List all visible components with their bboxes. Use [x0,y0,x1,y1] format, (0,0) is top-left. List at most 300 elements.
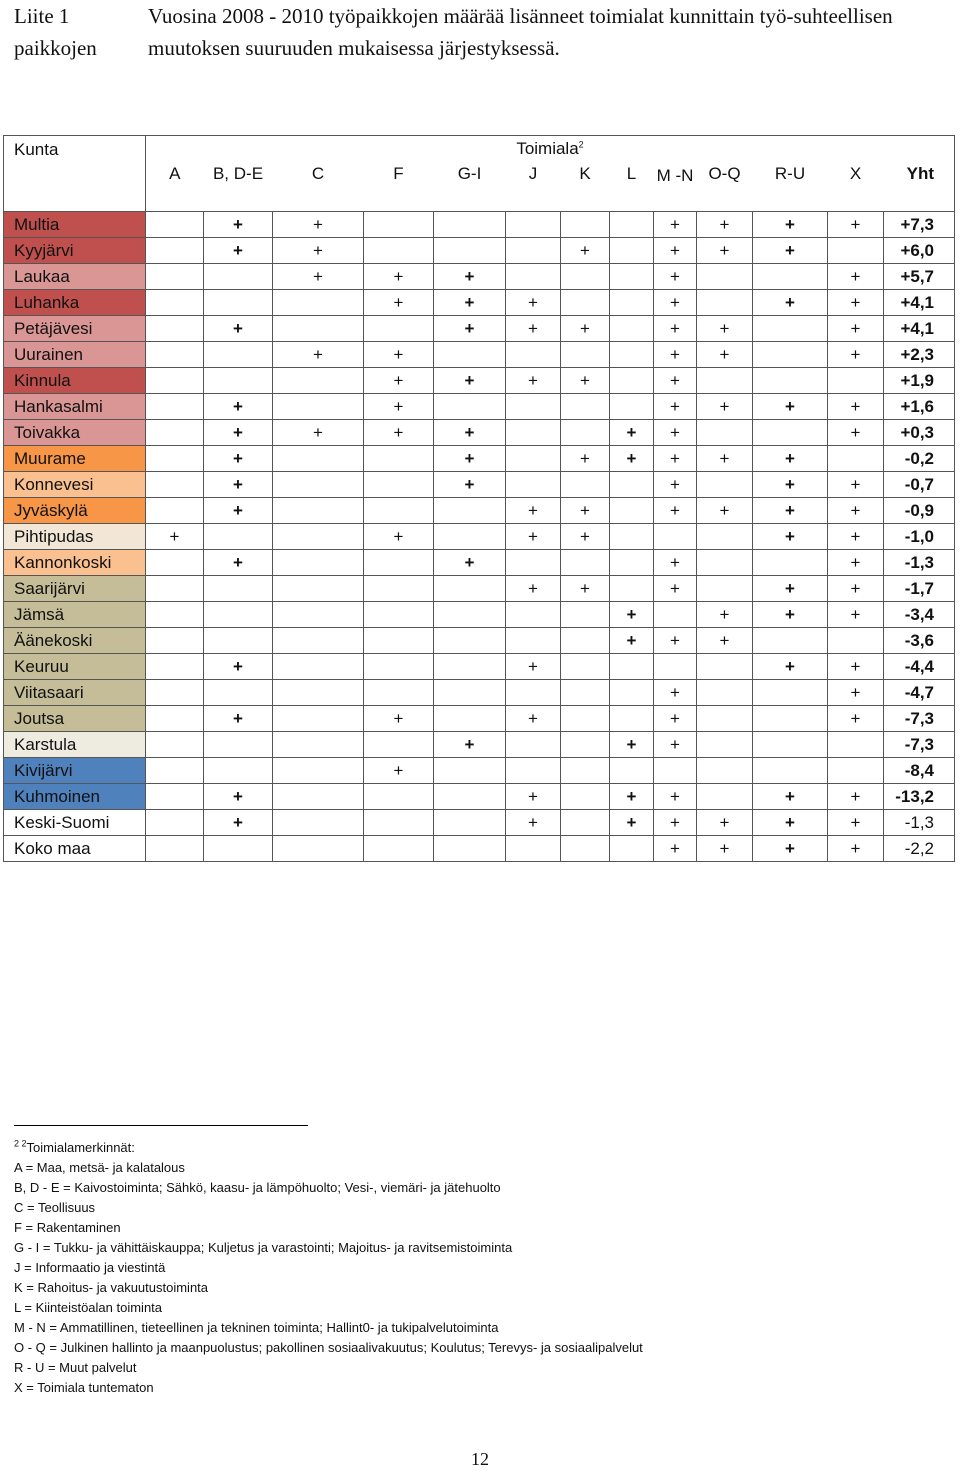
plus-cell: + [828,836,884,862]
plus-cell: + [654,238,697,264]
plus-cell [561,628,610,654]
plus-cell [146,836,204,862]
plus-cell: + [654,706,697,732]
plus-cell [146,498,204,524]
column-header: C [273,162,364,212]
plus-cell [753,316,828,342]
table-row [4,368,955,394]
plus-cell [610,498,654,524]
plus-cell: + [506,316,561,342]
plus-cell: + [697,394,753,420]
plus-cell: + [828,472,884,498]
plus-cell [753,706,828,732]
plus-cell: + [654,394,697,420]
kunta-cell: Saarijärvi [4,576,146,602]
plus-cell [434,576,506,602]
plus-cell: + [654,342,697,368]
plus-cell: + [697,602,753,628]
plus-cell [364,316,434,342]
plus-cell: + [561,498,610,524]
plus-cell [561,472,610,498]
plus-cell [561,420,610,446]
plus-cell [610,394,654,420]
plus-cell [434,602,506,628]
plus-cell [506,472,561,498]
table-row [4,602,955,628]
total-cell: +7,3 [884,212,955,238]
column-header: J [506,162,561,212]
kunta-cell: Kinnula [4,368,146,394]
column-header: L [610,162,654,212]
plus-cell [753,628,828,654]
total-cell: +1,6 [884,394,955,420]
plus-cell: + [654,420,697,446]
plus-cell: + [204,212,273,238]
plus-cell: + [273,212,364,238]
plus-cell: + [654,836,697,862]
plus-cell [697,420,753,446]
plus-cell: + [828,420,884,446]
plus-cell [434,394,506,420]
plus-cell [273,576,364,602]
plus-cell [697,758,753,784]
plus-cell: + [434,472,506,498]
footnote-line: K = Rahoitus- ja vakuutustoiminta [14,1280,209,1295]
plus-cell: + [753,290,828,316]
plus-cell [434,836,506,862]
total-cell: +2,3 [884,342,955,368]
total-cell: +0,3 [884,420,955,446]
plus-cell: + [654,472,697,498]
footnotes [14,1138,643,1398]
plus-cell [561,264,610,290]
plus-cell: + [753,212,828,238]
plus-cell: + [828,342,884,368]
plus-cell [273,628,364,654]
plus-cell: + [204,446,273,472]
plus-cell: + [364,290,434,316]
plus-cell: + [828,264,884,290]
plus-cell [364,576,434,602]
plus-cell [610,342,654,368]
plus-cell [506,212,561,238]
plus-cell [561,342,610,368]
plus-cell: + [506,654,561,680]
plus-cell: + [434,732,506,758]
plus-cell [273,550,364,576]
plus-cell: + [753,602,828,628]
kunta-cell: Jämsä [4,602,146,628]
plus-cell [364,836,434,862]
footnote-line: C = Teollisuus [14,1200,96,1215]
plus-cell [364,602,434,628]
plus-cell: + [753,810,828,836]
plus-cell [204,628,273,654]
plus-cell [610,238,654,264]
kunta-cell: Karstula [4,732,146,758]
plus-cell [610,706,654,732]
table-row [4,238,955,264]
plus-cell [561,810,610,836]
plus-cell: + [753,238,828,264]
kunta-cell: Muurame [4,446,146,472]
plus-cell [146,706,204,732]
plus-cell [753,732,828,758]
plus-cell [753,264,828,290]
kunta-cell: Joutsa [4,706,146,732]
plus-cell [204,602,273,628]
kunta-cell: Keski-Suomi [4,810,146,836]
plus-cell [828,758,884,784]
plus-cell: + [434,550,506,576]
plus-cell [561,394,610,420]
total-cell: -4,4 [884,654,955,680]
table-row [4,576,955,602]
plus-cell [610,680,654,706]
table-row [4,472,955,498]
plus-cell: + [610,732,654,758]
plus-cell [506,758,561,784]
plus-cell [610,368,654,394]
total-cell: -1,7 [884,576,955,602]
total-cell: -8,4 [884,758,955,784]
page-number: 12 [471,1449,489,1469]
column-header: K [561,162,610,212]
plus-cell [610,524,654,550]
plus-cell: + [828,680,884,706]
page-title: Vuosina 2008 - 2010 työpaikkojen määrää lisänneet toimialat kunnittain työ-suhteellisen muutoksen suuruuden mukaisessa järjestyksessä. [148,4,893,60]
table-row [4,706,955,732]
kunta-cell: Jyväskylä [4,498,146,524]
plus-cell: + [697,316,753,342]
footnote-line: M - N = Ammatillinen, tieteellinen ja tekninen toiminta; Hallint0- ja tukipalvelutoiminta [14,1320,499,1335]
plus-cell [434,498,506,524]
plus-cell: + [506,706,561,732]
table-row [4,342,955,368]
plus-cell: + [204,706,273,732]
plus-cell [273,784,364,810]
footnote-line: O - Q = Julkinen hallinto ja maanpuolustus; pakollinen sosiaalivakuutus; Koulutus; Terevys- ja sosiaalipalvelut [14,1340,643,1355]
plus-cell [753,680,828,706]
total-cell: -3,6 [884,628,955,654]
total-cell: -0,2 [884,446,955,472]
plus-cell [364,732,434,758]
column-header: R-U [753,162,828,212]
plus-cell [506,732,561,758]
plus-cell [697,368,753,394]
kunta-cell: Äänekoski [4,628,146,654]
footnote-title-line [14,1138,643,1158]
plus-cell [506,264,561,290]
plus-cell [146,446,204,472]
plus-cell [273,498,364,524]
plus-cell [610,576,654,602]
kunta-cell: Toivakka [4,420,146,446]
plus-cell [273,316,364,342]
plus-cell: + [364,758,434,784]
plus-cell [561,654,610,680]
plus-cell [204,732,273,758]
column-header: Yht [884,162,955,212]
plus-cell: + [506,524,561,550]
kunta-cell: Petäjävesi [4,316,146,342]
plus-cell: + [561,576,610,602]
plus-cell: + [654,212,697,238]
plus-cell: + [654,368,697,394]
plus-cell: + [697,238,753,264]
plus-cell [204,342,273,368]
kunta-cell: Viitasaari [4,680,146,706]
plus-cell: + [561,446,610,472]
table-row [4,680,955,706]
footnote-separator [14,1125,308,1126]
plus-cell [506,238,561,264]
plus-cell [506,680,561,706]
plus-cell [828,732,884,758]
plus-cell: + [506,576,561,602]
table-row [4,446,955,472]
plus-cell [146,394,204,420]
plus-cell: + [828,498,884,524]
total-cell: -0,9 [884,498,955,524]
kunta-cell: Hankasalmi [4,394,146,420]
kunta-cell: Kyyjärvi [4,238,146,264]
plus-cell [273,446,364,472]
plus-cell [364,446,434,472]
plus-cell [753,758,828,784]
plus-cell [146,368,204,394]
plus-cell [146,680,204,706]
plus-cell: + [434,420,506,446]
plus-cell [273,654,364,680]
table-row [4,550,955,576]
plus-cell: + [610,446,654,472]
plus-cell [146,264,204,290]
plus-cell: + [697,498,753,524]
plus-cell: + [828,316,884,342]
plus-cell [828,628,884,654]
total-cell: +6,0 [884,238,955,264]
plus-cell [273,524,364,550]
plus-cell [610,316,654,342]
toimiala-footnote-ref: 2 [578,139,584,150]
plus-cell: + [753,498,828,524]
plus-cell [364,498,434,524]
toimiala-header [146,136,955,162]
plus-cell: + [434,264,506,290]
plus-cell [697,290,753,316]
plus-cell [146,654,204,680]
plus-cell [146,316,204,342]
plus-cell [654,758,697,784]
kunta-header: Kunta [4,136,146,212]
plus-cell: + [506,498,561,524]
footnote-line: J = Informaatio ja viestintä [14,1260,166,1275]
plus-cell: + [364,368,434,394]
table-row [4,264,955,290]
plus-cell: + [610,810,654,836]
plus-cell [273,732,364,758]
plus-cell: + [828,524,884,550]
plus-cell [364,550,434,576]
table-row [4,316,955,342]
plus-cell [434,758,506,784]
plus-cell: + [654,446,697,472]
plus-cell [364,212,434,238]
plus-cell: + [434,290,506,316]
plus-cell [146,342,204,368]
plus-cell: + [273,238,364,264]
plus-cell [273,758,364,784]
plus-cell [561,758,610,784]
plus-cell [146,758,204,784]
plus-cell [146,576,204,602]
plus-cell [434,212,506,238]
total-cell: -1,3 [884,550,955,576]
plus-cell [146,550,204,576]
plus-cell: + [654,264,697,290]
appendix-label: Liite 1 paikkojen [14,4,97,60]
plus-cell: + [434,446,506,472]
total-cell: -3,4 [884,602,955,628]
plus-cell [828,368,884,394]
table-row [4,628,955,654]
plus-cell: + [828,602,884,628]
total-cell: +4,1 [884,316,955,342]
kunta-cell: Konnevesi [4,472,146,498]
footnote-line: A = Maa, metsä- ja kalatalous [14,1160,185,1175]
plus-cell [506,550,561,576]
plus-cell: + [697,212,753,238]
plus-cell: + [561,316,610,342]
plus-cell [753,550,828,576]
plus-cell [506,420,561,446]
column-header: X [828,162,884,212]
total-cell: +5,7 [884,264,955,290]
column-header: A [146,162,204,212]
plus-cell [273,602,364,628]
footnote-marker: 2 2 [14,1138,27,1149]
plus-cell [561,784,610,810]
plus-cell [610,836,654,862]
plus-cell: + [610,784,654,810]
plus-cell: + [654,628,697,654]
kunta-cell: Uurainen [4,342,146,368]
kunta-cell: Pihtipudas [4,524,146,550]
plus-cell [146,628,204,654]
plus-cell: + [434,368,506,394]
plus-cell [364,654,434,680]
plus-cell: + [204,420,273,446]
plus-cell [146,472,204,498]
plus-cell [204,264,273,290]
plus-cell: + [697,342,753,368]
toimiala-header-label: Toimiala [516,138,579,158]
plus-cell: + [654,290,697,316]
column-header: B, D-E [204,162,273,212]
plus-cell [146,602,204,628]
plus-cell: + [146,524,204,550]
plus-cell: + [506,810,561,836]
plus-cell: + [697,446,753,472]
plus-cell: + [506,784,561,810]
footnote-line: G - I = Tukku- ja vähittäiskauppa; Kuljetus ja varastointi; Majoitus- ja ravitsemistoiminta [14,1240,513,1255]
plus-cell [610,758,654,784]
plus-cell [697,654,753,680]
plus-cell: + [753,446,828,472]
plus-cell: + [828,784,884,810]
plus-cell [697,550,753,576]
plus-cell [828,238,884,264]
kunta-cell: Kivijärvi [4,758,146,784]
plus-cell [561,290,610,316]
plus-cell [697,472,753,498]
plus-cell: + [828,290,884,316]
plus-cell: + [654,550,697,576]
plus-cell [506,342,561,368]
plus-cell: + [753,524,828,550]
plus-cell [204,368,273,394]
plus-cell: + [561,524,610,550]
plus-cell [146,732,204,758]
plus-cell: + [364,706,434,732]
plus-cell: + [273,420,364,446]
plus-cell: + [204,472,273,498]
kunta-cell: Keuruu [4,654,146,680]
plus-cell: + [561,368,610,394]
total-cell: -0,7 [884,472,955,498]
plus-cell: + [654,732,697,758]
plus-cell [273,290,364,316]
plus-cell [610,212,654,238]
table-row [4,420,955,446]
plus-cell: + [654,316,697,342]
plus-cell [697,732,753,758]
plus-cell: + [273,264,364,290]
plus-cell [204,680,273,706]
plus-cell [506,394,561,420]
plus-cell: + [654,810,697,836]
plus-cell: + [364,394,434,420]
plus-cell [561,732,610,758]
plus-cell: + [506,290,561,316]
plus-cell [610,472,654,498]
plus-cell [697,706,753,732]
kunta-cell: Laukaa [4,264,146,290]
plus-cell: + [654,498,697,524]
plus-cell: + [273,342,364,368]
plus-cell: + [364,420,434,446]
plus-cell [561,602,610,628]
plus-cell [561,550,610,576]
plus-cell: + [204,810,273,836]
kunta-cell: Kannonkoski [4,550,146,576]
plus-cell: + [434,316,506,342]
table-row [4,524,955,550]
plus-cell: + [654,576,697,602]
plus-cell [506,836,561,862]
total-cell: -7,3 [884,732,955,758]
plus-cell: + [828,576,884,602]
plus-cell [434,784,506,810]
plus-cell [561,836,610,862]
table-row [4,290,955,316]
total-cell: +1,9 [884,368,955,394]
column-header: O-Q [697,162,753,212]
plus-cell [273,394,364,420]
plus-cell: + [828,394,884,420]
plus-cell [273,472,364,498]
